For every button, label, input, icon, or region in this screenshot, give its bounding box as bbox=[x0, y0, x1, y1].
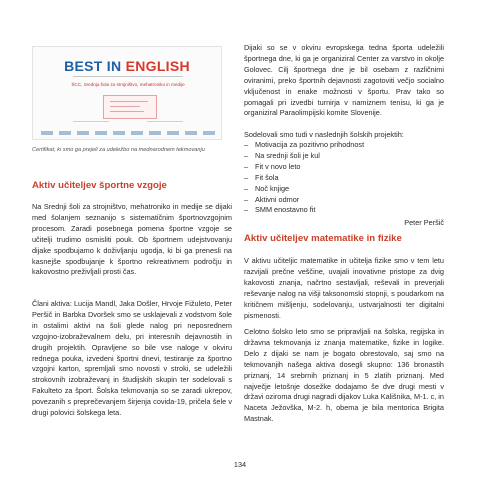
award-text-line bbox=[110, 106, 140, 107]
certificate-image bbox=[32, 46, 222, 140]
list-item: – Noč knjige bbox=[244, 183, 290, 193]
projects-list bbox=[244, 140, 364, 216]
list-item: – Na srednji šoli je kul bbox=[244, 150, 320, 160]
list-item: – Aktivni odmor bbox=[244, 194, 300, 204]
projects-intro: Sodelovali smo tudi v naslednjih šolskih projektih: bbox=[244, 130, 404, 139]
math-paragraph-1: V aktivu učiteljic matematike in učitelja fizike smo v tem letu razvijali prečne veščine, uvajali inovativne pristope za dvig kakovosti znanja, načrtno sestavljali, reševali in preverjali reševanje nalog na višji taksonomski stopnji, s poudarkom na kritičnem mišljenju, sodelovanju, ustvarjalnosti ter digitalni pismenosti. bbox=[244, 256, 444, 320]
signature-line bbox=[73, 121, 109, 122]
page-number: 134 bbox=[233, 460, 247, 469]
heading-pe-teachers: Aktiv učiteljev športne vzgoje bbox=[32, 180, 167, 191]
certificate-divider bbox=[73, 76, 183, 77]
sports-day-paragraph: Dijaki so se v okviru evropskega tedna športa udeležili športnega dne, ki ga je organiziral Center za varstvo in okolje Golovec. Cilj športnega dne je bil osebam z različnimi oviranimi, preko športnih dejavnosti zagotoviti večjo socialno vključenost in enake možnosti v športu. Prav tako so pomagali pri izvedbi turnirja v namiznem tenisu, ki ga je organiziral Paraolimpijski komite Slovenije. bbox=[244, 43, 444, 118]
signature-line bbox=[147, 121, 183, 122]
heading-math-physics: Aktiv učiteljev matematike in fizike bbox=[244, 233, 402, 244]
best-in-english-logo: BEST IN ENGLISH bbox=[64, 58, 190, 74]
certificate-caption: Certifikat, ki smo ga prejeli za udeležbo na mednarodnem tekmovanju bbox=[32, 147, 205, 153]
award-text-line bbox=[110, 111, 144, 112]
award-text-line bbox=[110, 101, 148, 102]
author-signature: Peter Peršič bbox=[404, 218, 444, 227]
list-item: – SMM enostavno fit bbox=[244, 205, 316, 215]
list-item: – Motivacija za pozitivno prihodnost bbox=[244, 140, 365, 149]
pe-paragraph-2: Člani aktiva: Lucija Mandl, Jaka Došler, Hrvoje Fižuleto, Peter Peršič in Barbka Dvoršek smo se usklajevali z vodstvom šole in ostalimi aktivi na šoli glede nalog pri neposrednem vzgojno-izobraževalnem delu, pri interesnih dejavnostih in drugih projektih. Opravljene so bile vse naloge v okviru rednega pouka, izvedeni športni dnevi, testiranje za športno vzgojni karton, spremljali smo novosti v stroki, se udeležili strokovnih izobraževanj in študijskih skupin ter sodelovali s Fakulteto za šport. Šolska tekmovanja so se zaradi ukrepov, povezanih s preprečevanjem širjenja covida-19, pričela šele v drugi polovici šolskega leta. bbox=[32, 299, 232, 418]
math-paragraph-2: Celotno šolsko leto smo se pripravljali na šolska, regijska in državna tekmovanja iz znanja matematike, fizike in logike. Delo z dijaki se nam je bogato obrestovalo, saj smo na tekmovanjih našega aktiva dosegli skupno: 136 bronastih priznanj, 14 srebrnih priznanj in 5 zlatih priznanj. Med največje letošnje dosežke dodajamo še dve drugi mesti v državi oziroma drugi nagradi dijakov Luka Kališnika, M-1. c, in Naceta Ježovška, M-2. h, obema je bila mentorica Brigita Mastnak. bbox=[244, 327, 444, 424]
list-item: – Fit v novo leto bbox=[244, 161, 301, 171]
pe-paragraph-1: Na Srednji šoli za strojništvo, mehatroniko in medije se dijaki med šolanjem seznanijo s sistematičnim športnovzgojnim procesom. Zaradi posebnega pomena športne vzgoje se učitelji trudimo osmisliti pouk. Ob športnem udejstvovanju dijake spodbujamo k doživljanju ugodja, ki bi ga prenesli na kasnejše spodbujanje k športno rekreativnem področju in kakovostno preživljali prosti čas. bbox=[32, 202, 232, 277]
certificate-award-box bbox=[103, 95, 157, 119]
certificate-school-name: ŠCC, Srednja šola za strojništvo, mehatroniko in medije bbox=[71, 82, 185, 87]
list-item: – Fit šola bbox=[244, 172, 279, 182]
sponsor-logos-strip bbox=[41, 131, 215, 135]
